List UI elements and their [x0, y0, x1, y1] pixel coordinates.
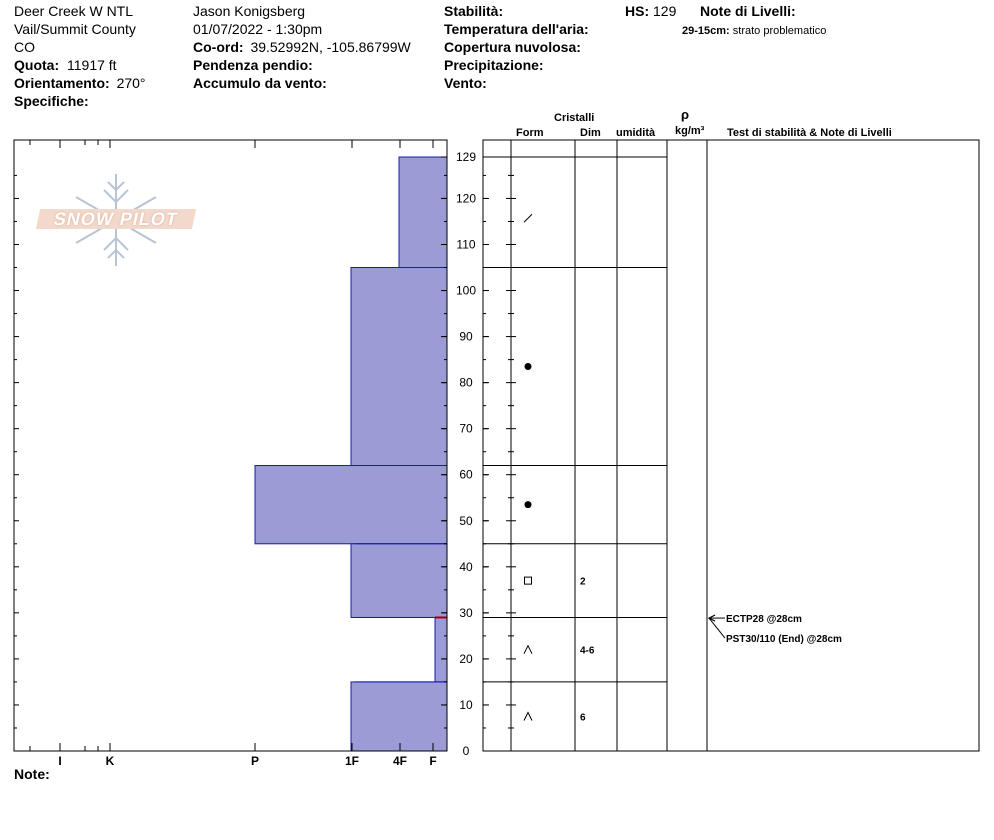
hardness-bars	[255, 157, 447, 751]
hardness-label-1F: 1F	[344, 754, 360, 768]
aspect-value: 270°	[116, 75, 146, 91]
layer-notes-title: Note di Livelli:	[700, 3, 796, 19]
size-header: Dim	[580, 127, 601, 139]
depth-axis	[14, 150, 667, 758]
depth-tick-label: 50	[459, 513, 473, 528]
crystals-header: Cristalli	[554, 112, 595, 124]
test-pointer	[709, 618, 725, 638]
crystal-size-3: 2	[580, 576, 586, 588]
elevation-value: 11917 ft	[67, 57, 117, 73]
moisture-header: umidità	[616, 127, 656, 139]
site-name: Deer Creek W NTL	[14, 3, 134, 19]
slope-label: Pendenza pendio:	[193, 57, 313, 73]
crystal-form-1	[525, 363, 532, 370]
table-frame	[483, 140, 979, 751]
logo-text: SNOW PILOT	[36, 209, 196, 229]
air-temp-label: Temperatura dell'aria:	[444, 21, 589, 37]
layer-note-range: 29-15cm:	[682, 25, 730, 37]
depth-tick-label: 100	[455, 283, 477, 298]
depth-tick-label: 110	[456, 237, 476, 252]
elevation-label: Quota:	[14, 57, 60, 73]
crystal-form-3	[525, 577, 532, 584]
hardness-label-4F: 4F	[392, 754, 408, 768]
depth-tick-label: 129	[455, 150, 477, 164]
hardness-label-P: P	[250, 754, 260, 768]
depth-tick-label: 0	[462, 744, 470, 758]
wind-label: Vento:	[444, 75, 487, 91]
stability-test-label-1: PST30/110 (End) @28cm	[726, 634, 842, 646]
tests-header: Test di stabilità & Note di Livelli	[727, 127, 892, 139]
hardness-bar-4	[435, 617, 447, 681]
crystal-size-4: 4-6	[580, 645, 595, 657]
layer-table	[483, 140, 707, 751]
density-symbol: ρ	[681, 107, 690, 122]
specifics-label: Specifiche:	[14, 93, 89, 109]
observation-datetime: 01/07/2022 - 1:30pm	[193, 21, 323, 37]
precip-label: Precipitazione:	[444, 57, 544, 73]
layer-note-text: strato problematico	[732, 25, 827, 37]
depth-tick-label: 40	[459, 559, 473, 574]
stability-tests	[709, 614, 842, 645]
aspect-label: Orientamento:	[14, 75, 110, 91]
hardness-bar-1	[351, 268, 447, 466]
form-header: Form	[516, 127, 544, 139]
stability-test-label-0: ECTP28 @28cm	[726, 614, 802, 626]
profile-frames	[14, 140, 979, 751]
depth-tick-label: 70	[459, 421, 473, 436]
crystal-form-4	[524, 646, 532, 654]
crystal-form-5	[524, 712, 532, 720]
site-area: Vail/Summit County	[14, 21, 136, 37]
depth-tick-label: 90	[459, 329, 473, 344]
coord-label: Co-ord:	[193, 39, 244, 55]
depth-tick-label: 80	[459, 375, 473, 390]
hardness-bar-3	[351, 544, 447, 618]
depth-tick-label: 10	[459, 697, 473, 712]
hs-value: 129	[653, 3, 677, 19]
cloud-label: Copertura nuvolosa:	[444, 39, 581, 55]
hardness-label-I: I	[58, 754, 62, 768]
density-unit: kg/m³	[675, 125, 705, 137]
hs-label: HS:	[625, 3, 650, 19]
observer-name: Jason Konigsberg	[193, 3, 306, 19]
crystal-form-2	[525, 501, 532, 508]
depth-tick-label: 60	[459, 467, 473, 482]
crystal-form-0	[524, 214, 532, 222]
hardness-bar-0	[399, 157, 447, 268]
depth-tick-label: 20	[459, 651, 473, 666]
hardness-bar-2	[255, 466, 447, 544]
depth-tick-label: 30	[459, 605, 473, 620]
hardness-bar-5	[351, 682, 447, 751]
depth-tick-label: 120	[455, 191, 477, 206]
coord-value: 39.52992N, -105.86799W	[250, 39, 411, 55]
crystal-size-5: 6	[580, 712, 586, 724]
hardness-label-K: K	[105, 754, 115, 768]
wind-loading-label: Accumulo da vento:	[193, 75, 327, 91]
hardness-label-F: F	[429, 754, 437, 768]
site-state: CO	[14, 39, 35, 55]
notes-label: Note:	[14, 766, 50, 782]
stability-label: Stabilità:	[444, 3, 504, 19]
